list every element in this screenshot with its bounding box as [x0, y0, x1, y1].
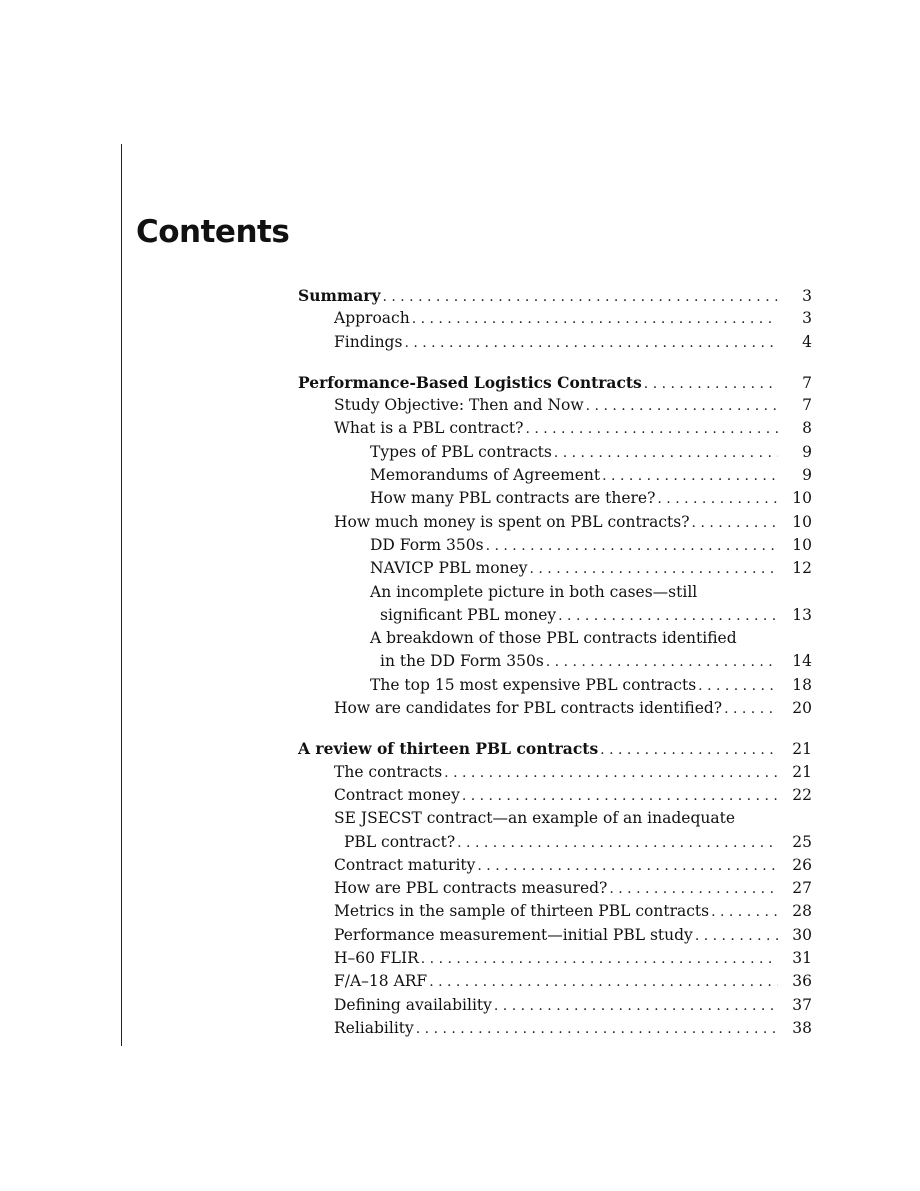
toc-entry-label: Reliability [334, 1018, 414, 1037]
toc-entry-label: Contract money [334, 785, 460, 804]
toc-entry-page: 38 [792, 1018, 812, 1037]
toc-entry-page: 13 [792, 605, 812, 624]
toc-entry-page: 9 [802, 442, 812, 461]
toc-entry-label: significant PBL money [380, 605, 557, 624]
dot-leader [416, 1018, 778, 1041]
toc-entry-page: 7 [802, 373, 812, 392]
dot-leader [558, 605, 778, 628]
toc-entry-page: 10 [792, 512, 812, 531]
toc-entry-label: Defining availability [334, 995, 492, 1014]
margin-rule [121, 144, 122, 1046]
dot-leader [586, 395, 778, 418]
toc-entry[interactable] [298, 697, 812, 720]
toc-entry-page: 7 [802, 396, 812, 415]
toc-entry-label: How much money is spent on PBL contracts? [334, 512, 690, 531]
toc-entry-label: Contract maturity [334, 855, 476, 874]
toc-entry-label: H–60 FLIR [334, 949, 419, 968]
toc-entry-page: 3 [802, 287, 812, 305]
toc-entry-page: 25 [792, 832, 812, 851]
dot-leader [695, 925, 778, 948]
dot-leader [404, 332, 778, 355]
toc-entry[interactable] [298, 534, 812, 557]
toc-entry-page: 21 [792, 762, 812, 781]
toc-entry-page: 20 [792, 699, 812, 718]
toc-entry-first-line[interactable]: An incomplete picture in both cases—still [370, 582, 698, 601]
toc-entry-page: 22 [792, 785, 812, 804]
toc-entry[interactable] [298, 650, 812, 673]
toc-entry[interactable] [298, 761, 812, 784]
dot-leader [525, 418, 778, 441]
toc-entry[interactable] [298, 737, 812, 760]
toc-entry[interactable] [298, 784, 812, 807]
toc-entry[interactable] [298, 604, 812, 627]
toc-entry-page: 8 [802, 419, 812, 438]
toc-entry-label: How are candidates for PBL contracts identified? [334, 699, 723, 718]
dot-leader [644, 373, 778, 396]
toc-entry[interactable] [298, 877, 812, 900]
toc-entry[interactable] [298, 511, 812, 534]
toc-entry[interactable] [298, 1017, 812, 1040]
toc-entry[interactable] [298, 464, 812, 487]
toc-entry-page: 36 [792, 972, 812, 991]
dot-leader [711, 901, 778, 924]
toc-section-pbl-contracts [298, 371, 812, 720]
dot-leader [477, 855, 778, 878]
toc-entry-label: NAVICP PBL money [370, 559, 528, 578]
toc-entry[interactable] [298, 994, 812, 1017]
toc-entry-label: PBL contract? [344, 832, 456, 851]
toc-entry-label: Memorandums of Agreement [370, 466, 601, 485]
toc-entry-page: 28 [792, 902, 812, 921]
dot-leader [412, 308, 778, 331]
toc-entry[interactable] [298, 900, 812, 923]
toc-entry-label: How are PBL contracts measured? [334, 879, 608, 898]
toc-entry[interactable] [298, 947, 812, 970]
toc-entry[interactable] [298, 831, 812, 854]
toc-entry-label: Types of PBL contracts [370, 442, 552, 461]
toc-entry-label: Findings [334, 332, 403, 351]
toc-section-summary [298, 284, 812, 354]
toc-entry[interactable] [298, 371, 812, 394]
toc-entry[interactable] [298, 924, 812, 947]
toc-section-thirteen-contracts [298, 737, 812, 1040]
toc-entry-label: A review of thirteen PBL contracts [298, 739, 599, 759]
toc-entry-page: 14 [792, 652, 812, 671]
toc-entry-page: 12 [792, 559, 812, 578]
dot-leader [657, 488, 778, 511]
dot-leader [698, 675, 778, 698]
toc-entry[interactable] [298, 284, 812, 307]
toc-entry-label: Approach [334, 309, 410, 328]
toc-entry-label: The top 15 most expensive PBL contracts [370, 675, 697, 694]
dot-leader [462, 785, 778, 808]
toc-entry[interactable] [298, 674, 812, 697]
toc-entry-label: Study Objective: Then and Now [334, 396, 584, 415]
toc-entry-page: 10 [792, 535, 812, 554]
toc-entry-label: in the DD Form 350s [380, 652, 544, 671]
toc-entry-page: 4 [802, 332, 812, 351]
toc-entry-label: The contracts [334, 762, 443, 781]
toc-entry-page: 27 [792, 879, 812, 898]
dot-leader [429, 971, 778, 994]
dot-leader [486, 535, 778, 558]
toc-entry-label: How many PBL contracts are there? [370, 489, 656, 508]
dot-leader [554, 442, 778, 465]
toc-entry[interactable] [298, 417, 812, 440]
toc-entry-first-line[interactable]: A breakdown of those PBL contracts identified [370, 629, 737, 648]
dot-leader [530, 558, 779, 581]
toc-entry[interactable] [298, 970, 812, 993]
toc-entry-page: 18 [792, 675, 812, 694]
toc-entry-page: 3 [802, 309, 812, 328]
toc-entry-label: F/A–18 ARF [334, 972, 428, 991]
page-title: Contents [136, 214, 290, 250]
toc-entry-page: 37 [792, 995, 812, 1014]
toc-entry-label: Performance measurement—initial PBL study [334, 925, 693, 944]
toc-entry[interactable] [298, 331, 812, 354]
toc-entry[interactable] [298, 307, 812, 330]
toc-entry-label: DD Form 350s [370, 535, 484, 554]
dot-leader [457, 832, 778, 855]
dot-leader [421, 948, 778, 971]
toc-entry[interactable] [298, 557, 812, 580]
dot-leader [724, 698, 778, 721]
dot-leader [602, 465, 778, 488]
toc-entry-page: 31 [792, 949, 812, 968]
toc-entry-label: Summary [298, 286, 381, 305]
dot-leader [494, 995, 778, 1018]
dot-leader [600, 739, 778, 762]
dot-leader [382, 286, 778, 309]
toc-entry[interactable] [298, 394, 812, 417]
toc-entry-label: Performance-Based Logistics Contracts [298, 372, 642, 392]
toc-entry-page: 21 [792, 740, 812, 759]
dot-leader [692, 512, 778, 535]
dot-leader [546, 651, 778, 674]
toc-entry[interactable] [298, 854, 812, 877]
toc-entry-page: 26 [792, 855, 812, 874]
toc-entry[interactable] [298, 441, 812, 464]
dot-leader [444, 762, 778, 785]
toc-entry-page: 30 [792, 925, 812, 944]
toc-entry-label: Metrics in the sample of thirteen PBL contracts [334, 902, 710, 921]
toc-entry[interactable] [298, 487, 812, 510]
table-of-contents [298, 284, 812, 1057]
toc-entry-page: 10 [792, 489, 812, 508]
toc-entry-first-line[interactable]: SE JSECST contract—an example of an inadequate [334, 809, 735, 828]
toc-entry-page: 9 [802, 466, 812, 485]
dot-leader [609, 878, 778, 901]
toc-entry-label: What is a PBL contract? [334, 419, 524, 438]
